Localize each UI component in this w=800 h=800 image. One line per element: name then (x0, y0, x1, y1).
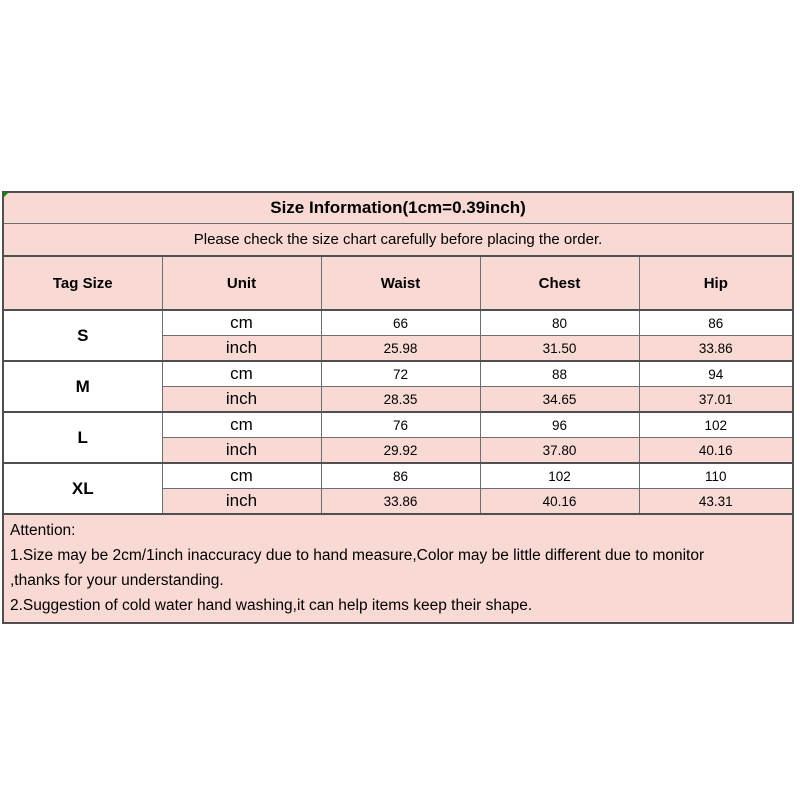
attention-line-1: 1.Size may be 2cm/1inch inaccuracy due to hand measure,Color may be little different due to monitor (10, 547, 705, 564)
s-hip-inch: 33.86 (639, 336, 793, 362)
unit-label-inch: inch (162, 336, 321, 362)
tag-size-m: M (3, 361, 162, 412)
column-header-waist: Waist (321, 256, 480, 310)
m-hip-cm: 94 (639, 361, 793, 387)
tag-size-l: L (3, 412, 162, 463)
size-table (2, 191, 794, 624)
xl-waist-cm: 86 (321, 463, 480, 489)
size-row-s-cm (3, 310, 793, 336)
l-chest-inch: 37.80 (480, 438, 639, 464)
l-hip-cm: 102 (639, 412, 793, 438)
s-chest-cm: 80 (480, 310, 639, 336)
size-row-l-cm (3, 412, 793, 438)
column-header-tag-size: Tag Size (3, 256, 162, 310)
s-chest-inch: 31.50 (480, 336, 639, 362)
xl-hip-cm: 110 (639, 463, 793, 489)
m-waist-inch: 28.35 (321, 387, 480, 413)
unit-label-cm: cm (162, 463, 321, 489)
table-subtitle: Please check the size chart carefully before placing the order. (3, 224, 793, 257)
l-chest-cm: 96 (480, 412, 639, 438)
table-header-row (3, 256, 793, 310)
l-waist-cm: 76 (321, 412, 480, 438)
column-header-unit: Unit (162, 256, 321, 310)
xl-hip-inch: 43.31 (639, 489, 793, 515)
table-subtitle-row (3, 224, 793, 257)
attention-line-3: 2.Suggestion of cold water hand washing,it can help items keep their shape. (10, 597, 533, 614)
table-title: Size Information(1cm=0.39inch) (3, 192, 793, 224)
attention-note (3, 514, 793, 623)
s-waist-inch: 25.98 (321, 336, 480, 362)
l-waist-inch: 29.92 (321, 438, 480, 464)
attention-heading: Attention: (10, 522, 76, 539)
attention-line-2: ,thanks for your understanding. (10, 572, 224, 589)
xl-waist-inch: 33.86 (321, 489, 480, 515)
size-row-xl-cm (3, 463, 793, 489)
m-chest-cm: 88 (480, 361, 639, 387)
m-hip-inch: 37.01 (639, 387, 793, 413)
s-hip-cm: 86 (639, 310, 793, 336)
column-header-hip: Hip (639, 256, 793, 310)
corner-marker-icon (3, 192, 9, 198)
m-chest-inch: 34.65 (480, 387, 639, 413)
tag-size-xl: XL (3, 463, 162, 514)
xl-chest-cm: 102 (480, 463, 639, 489)
column-header-chest: Chest (480, 256, 639, 310)
unit-label-cm: cm (162, 361, 321, 387)
unit-label-inch: inch (162, 438, 321, 464)
attention-row (3, 514, 793, 623)
tag-size-s: S (3, 310, 162, 361)
xl-chest-inch: 40.16 (480, 489, 639, 515)
table-title-row (3, 192, 793, 224)
size-row-m-cm (3, 361, 793, 387)
unit-label-inch: inch (162, 387, 321, 413)
l-hip-inch: 40.16 (639, 438, 793, 464)
unit-label-inch: inch (162, 489, 321, 515)
size-chart (2, 191, 792, 624)
m-waist-cm: 72 (321, 361, 480, 387)
unit-label-cm: cm (162, 412, 321, 438)
s-waist-cm: 66 (321, 310, 480, 336)
unit-label-cm: cm (162, 310, 321, 336)
